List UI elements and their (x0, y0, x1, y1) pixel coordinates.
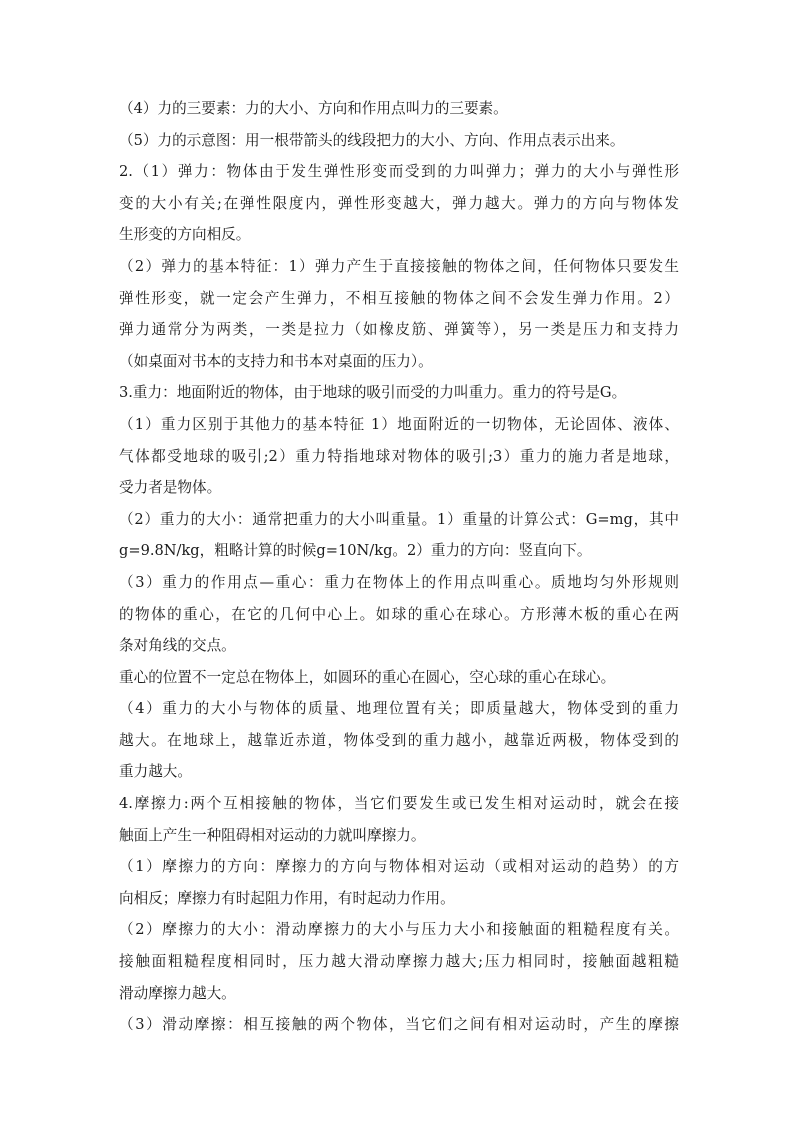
text-line: 变的大小有关;在弹性限度内，弹性形变越大，弹力越大。弹力的方向与物体发 (119, 194, 679, 212)
text-line: 2.（1）弹力：物体由于发生弹性形变而受到的力叫弹力；弹力的大小与弹性形 (119, 163, 679, 181)
text-line: 触面上产生一种阻碍相对运动的力就叫摩擦力。 (119, 826, 426, 844)
text-line: （2）重力的大小：通常把重力的大小叫重量。1）重量的计算公式：G=mg，其中 (119, 510, 679, 528)
text-line: 滑动摩擦力越大。 (119, 984, 236, 1002)
text-line: （3）重力的作用点—重心：重力在物体上的作用点叫重心。质地均匀外形规则 (119, 573, 679, 591)
text-line: （2）摩擦力的大小：滑动摩擦力的大小与压力大小和接触面的粗糙程度有关。 (119, 921, 679, 939)
text-line: 生形变的方向相反。 (119, 226, 251, 244)
text-line: （1）摩擦力的方向：摩擦力的方向与物体相对运动（或相对运动的趋势）的方 (119, 858, 679, 876)
text-line: 条对角线的交点。 (119, 637, 236, 655)
text-line: 4.摩擦力:两个互相接触的物体，当它们要发生或已发生相对运动时，就会在接 (119, 795, 679, 813)
text-line: 气体都受地球的吸引;2）重力特指地球对物体的吸引;3）重力的施力者是地球， (119, 447, 679, 465)
text-line: 越大。在地球上，越靠近赤道，物体受到的重力越小，越靠近两极，物体受到的 (119, 731, 679, 749)
text-line: 弹性形变，就一定会产生弹力，不相互接触的物体之间不会发生弹力作用。2） (119, 289, 679, 307)
text-line: （4）力的三要素：力的大小、方向和作用点叫力的三要素。 (119, 100, 508, 117)
text-line: （4）重力的大小与物体的质量、地理位置有关；即质量越大，物体受到的重力 (119, 700, 679, 718)
text-line: （1）重力区别于其他力的基本特征 1）地面附近的一切物体，无论固体、液体、 (119, 415, 679, 433)
text-line: （5）力的示意图：用一根带箭头的线段把力的大小、方向、作用点表示出来。 (119, 131, 625, 149)
text-line: 重心的位置不一定总在物体上，如圆环的重心在圆心，空心球的重心在球心。 (119, 668, 616, 686)
text-line: 受力者是物体。 (119, 479, 222, 497)
text-line: 向相反；摩擦力有时起阻力作用，有时起动力作用。 (119, 889, 455, 907)
text-line: （2）弹力的基本特征：1）弹力产生于直接接触的物体之间，任何物体只要发生 (119, 257, 679, 275)
text-line: 弹力通常分为两类，一类是拉力（如橡皮筋、弹簧等），另一类是压力和支持力 (119, 321, 679, 339)
text-line: 的物体的重心，在它的几何中心上。如球的重心在球心。方形薄木板的重心在两 (119, 605, 679, 623)
text-line: （如桌面对书本的支持力和书本对桌面的压力）。 (119, 352, 433, 370)
text-line: 重力越大。 (119, 763, 192, 781)
document-page (119, 93, 679, 1041)
text-line: g=9.8N/kg，粗略计算的时候g=10N/kg。2）重力的方向：竖直向下。 (119, 542, 592, 560)
text-line: 3.重力：地面附近的物体，由于地球的吸引而受的力叫重力。重力的符号是G。 (119, 384, 627, 402)
text-line: （3）滑动摩擦：相互接触的两个物体，当它们之间有相对运动时，产生的摩擦 (119, 1016, 679, 1034)
text-line: 接触面粗糙程度相同时，压力越大滑动摩擦力越大;压力相同时，接触面越粗糙 (119, 953, 679, 971)
